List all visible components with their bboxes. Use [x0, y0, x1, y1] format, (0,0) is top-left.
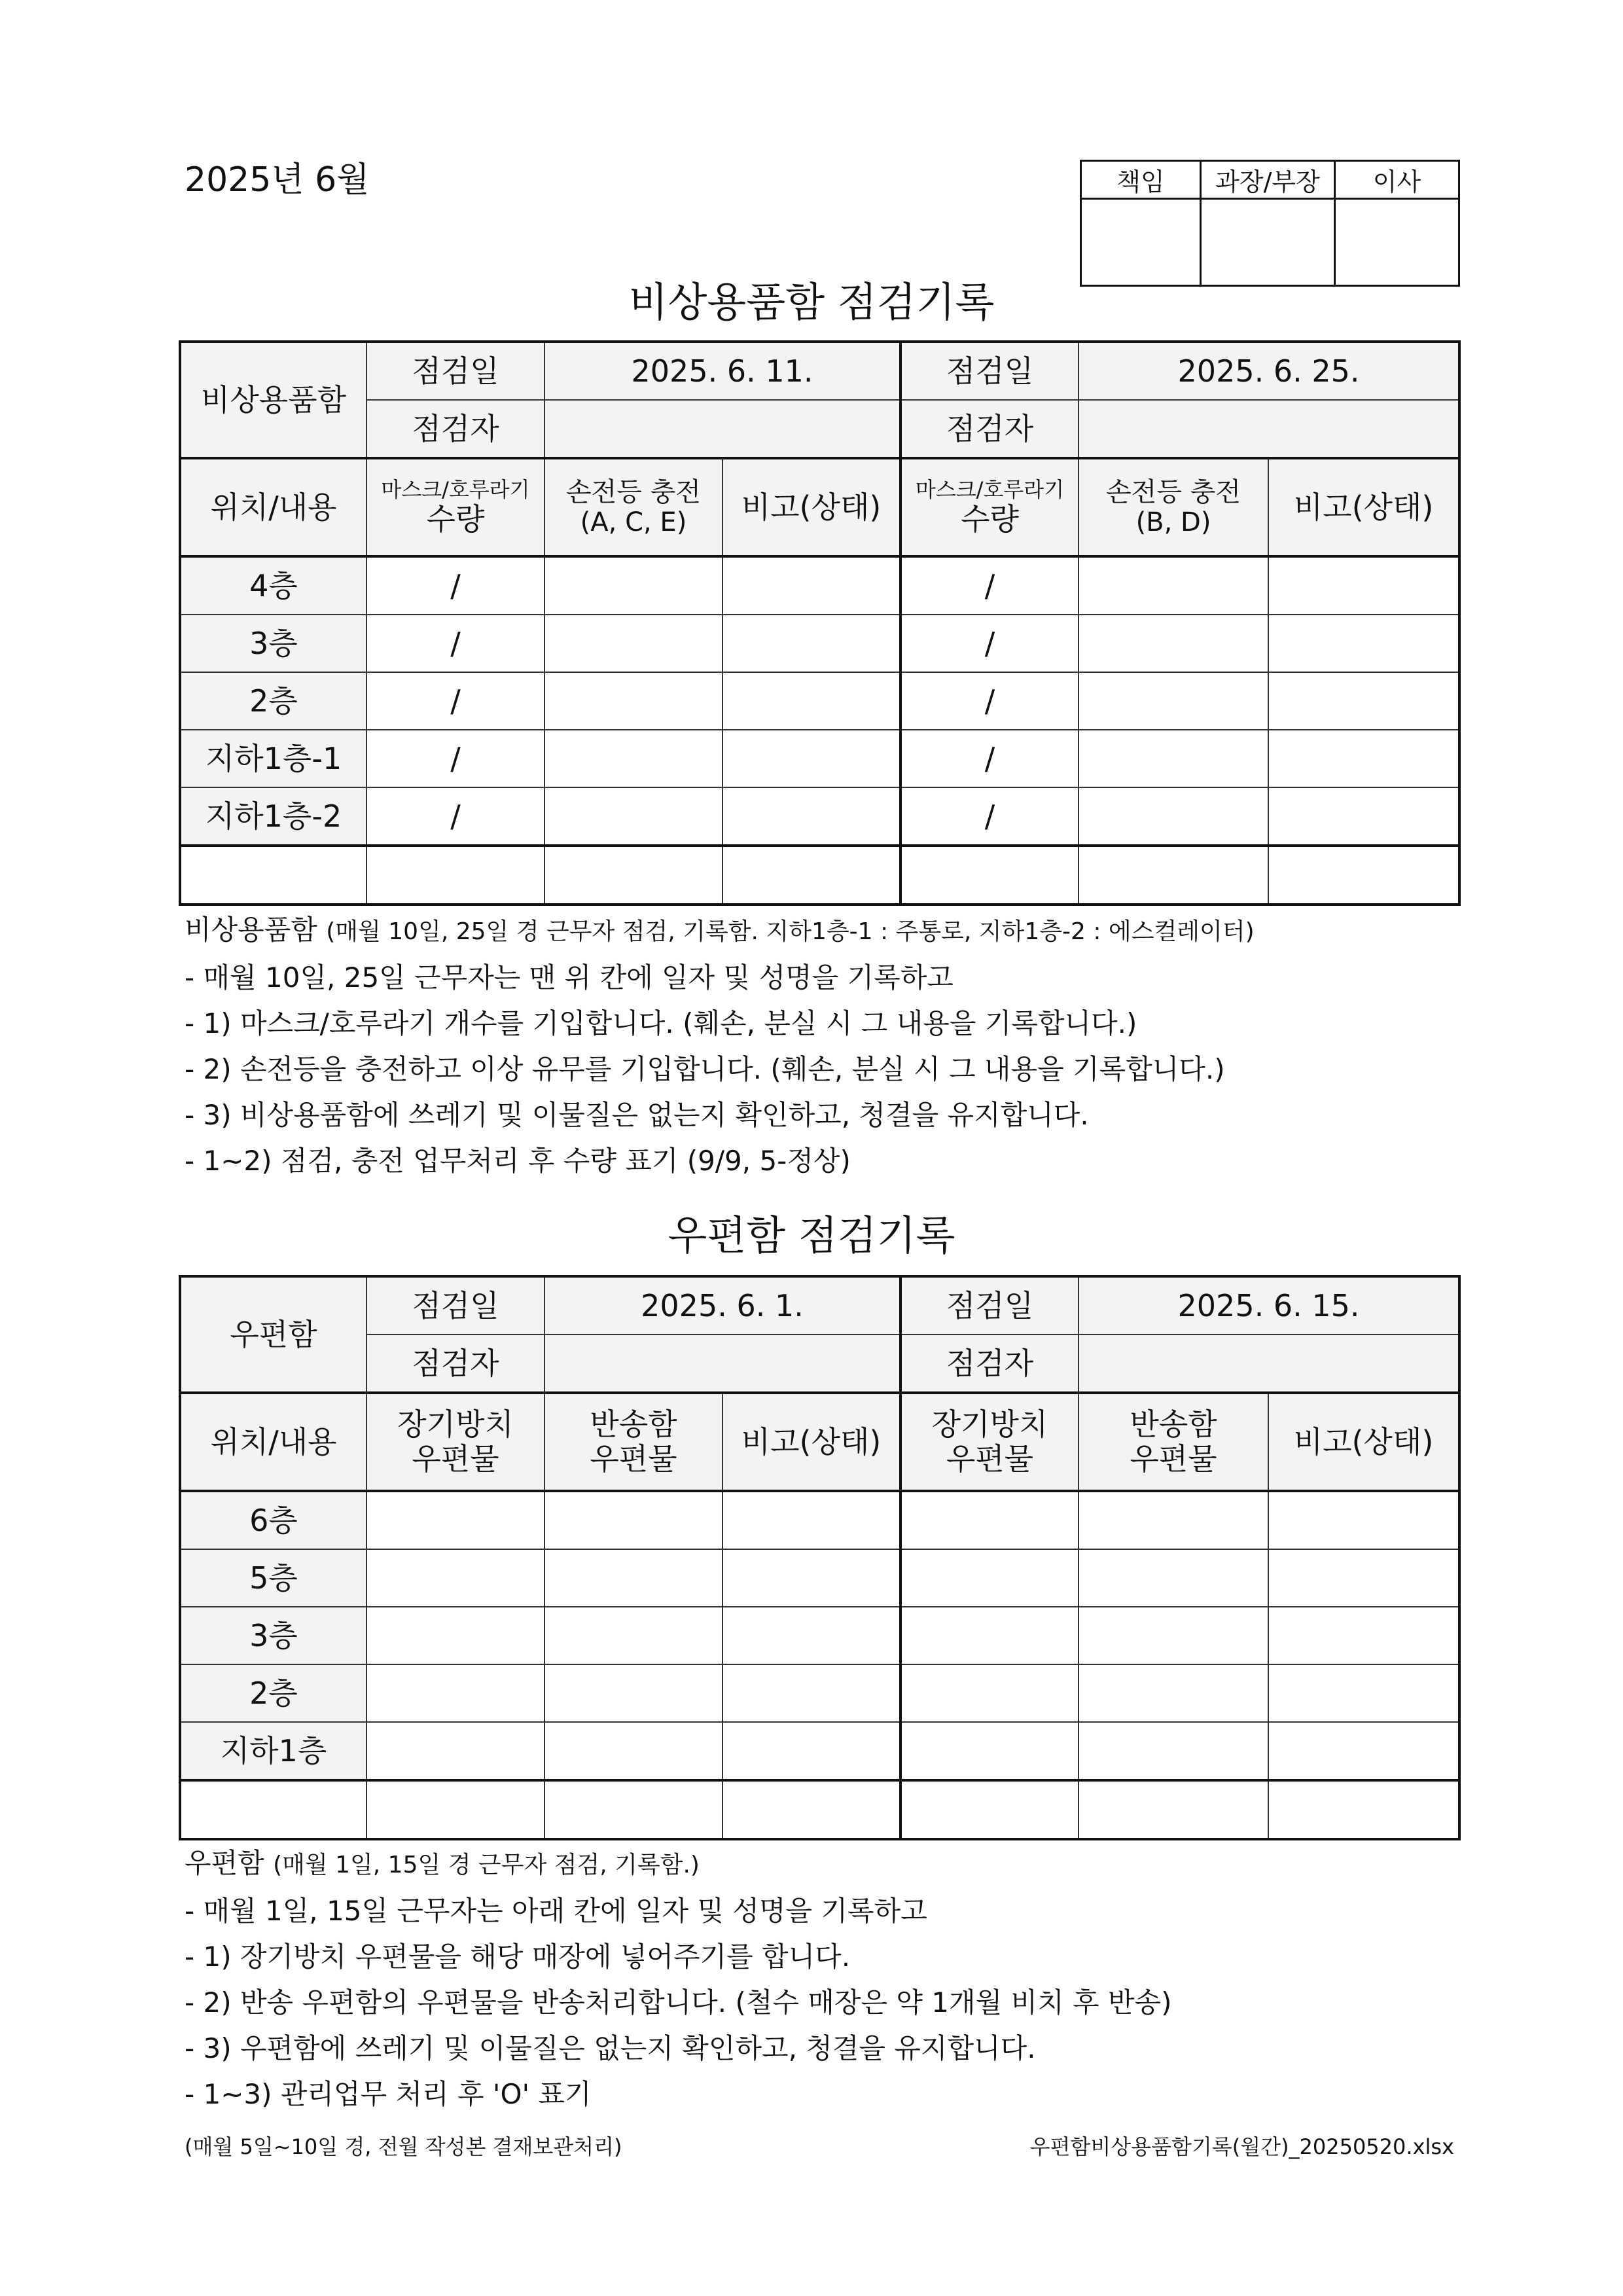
approval-header-director: 이사 — [1335, 161, 1459, 199]
blank-cell[interactable] — [901, 846, 1079, 905]
return-box-label: 반송함 — [590, 1407, 677, 1443]
qty-cell[interactable]: / — [901, 730, 1079, 787]
remark-cell[interactable] — [1268, 1491, 1459, 1549]
mailbox-title: 우편함 점검기록 — [668, 1211, 955, 1259]
mailbox-date-1[interactable]: 2025. 6. 1. — [544, 1276, 901, 1335]
qty-cell[interactable]: / — [366, 787, 544, 846]
remark-cell[interactable] — [1268, 1607, 1459, 1664]
remark-cell[interactable] — [1268, 730, 1459, 787]
abandoned-cell[interactable] — [901, 1722, 1079, 1780]
blank-cell[interactable] — [544, 846, 722, 905]
blank-cell[interactable] — [722, 846, 901, 905]
mailbox-location-label: 위치/내용 — [180, 1393, 366, 1491]
table-row — [180, 787, 1459, 846]
mailbox-note-line: - 1) 장기방치 우편물을 해당 매장에 넣어주기를 합니다. — [185, 1941, 851, 1973]
flashlight-cell[interactable] — [1079, 556, 1268, 615]
floor-label: 지하1층 — [180, 1722, 366, 1780]
emergency-note-line: - 3) 비상용품함에 쓰레기 및 이물질은 없는지 확인하고, 청결을 유지합니다. — [185, 1099, 1089, 1131]
quantity-label: 수량 — [426, 501, 485, 537]
blank-cell[interactable] — [180, 1780, 366, 1839]
emergency-note-line: - 1) 마스크/호루라기 개수를 기입합니다. (훼손, 분실 시 그 내용을 기록합니다.) — [185, 1007, 1137, 1039]
emergency-location-label: 위치/내용 — [180, 458, 366, 556]
mail-label: 우편물 — [946, 1441, 1034, 1477]
mailbox-check-date-label-2: 점검일 — [901, 1276, 1079, 1335]
footer-left: (매월 5일~10일 경, 전월 작성본 결재보관처리) — [185, 2134, 622, 2159]
remark-cell[interactable] — [1268, 1722, 1459, 1780]
flashlight-cell[interactable] — [1079, 672, 1268, 730]
blank-cell[interactable] — [1268, 846, 1459, 905]
flashlight-cell[interactable] — [544, 556, 722, 615]
mailbox-box-label: 우편함 — [180, 1276, 366, 1393]
return-cell[interactable] — [544, 1607, 722, 1664]
month-label: 2025년 6월 — [185, 160, 370, 200]
return-cell[interactable] — [544, 1549, 722, 1607]
qty-cell[interactable]: / — [901, 615, 1079, 672]
blank-cell[interactable] — [901, 1780, 1079, 1839]
floor-label: 3층 — [180, 615, 366, 672]
blank-cell[interactable] — [1079, 846, 1268, 905]
qty-cell[interactable]: / — [366, 556, 544, 615]
mailbox-date-2[interactable]: 2025. 6. 15. — [1079, 1276, 1459, 1335]
emergency-col-mask-2 — [901, 458, 1079, 556]
emergency-date-1[interactable]: 2025. 6. 11. — [544, 342, 901, 400]
emergency-inspector-2[interactable] — [1079, 400, 1459, 458]
footer-filename: 우편함비상용품함기록(월간)_20250520.xlsx — [1029, 2134, 1454, 2159]
blank-cell[interactable] — [722, 1780, 901, 1839]
table-row — [180, 615, 1459, 672]
return-box-label: 반송함 — [1130, 1407, 1217, 1443]
qty-cell[interactable]: / — [366, 672, 544, 730]
floor-label: 지하1층-1 — [180, 730, 366, 787]
table-row — [180, 1491, 1459, 1549]
qty-cell[interactable]: / — [901, 672, 1079, 730]
blank-cell[interactable] — [366, 1780, 544, 1839]
remark-cell[interactable] — [1268, 787, 1459, 846]
table-row — [180, 1549, 1459, 1607]
table-row-blank — [180, 846, 1459, 905]
table-row — [180, 730, 1459, 787]
flashlight-label: 손전등 충전 — [566, 477, 701, 507]
flashlight-cell[interactable] — [544, 730, 722, 787]
flashlight-group: (B, D) — [1135, 507, 1211, 537]
emergency-table — [179, 340, 1461, 906]
mailbox-note-line: - 3) 우편함에 쓰레기 및 이물질은 없는지 확인하고, 청결을 유지합니다. — [185, 2032, 1036, 2064]
remark-cell[interactable] — [722, 787, 901, 846]
abandoned-cell[interactable] — [366, 1549, 544, 1607]
abandoned-cell[interactable] — [901, 1491, 1079, 1549]
abandoned-cell[interactable] — [901, 1549, 1079, 1607]
table-row — [180, 556, 1459, 615]
abandoned-label: 장기방치 — [931, 1407, 1048, 1443]
approval-box — [1080, 160, 1460, 287]
remark-cell[interactable] — [722, 1491, 901, 1549]
mail-label: 우편물 — [412, 1441, 499, 1477]
mailbox-notes — [185, 1840, 1171, 2117]
return-cell[interactable] — [1079, 1664, 1268, 1722]
abandoned-cell[interactable] — [901, 1607, 1079, 1664]
flashlight-cell[interactable] — [544, 615, 722, 672]
flashlight-label: 손전등 충전 — [1106, 477, 1241, 507]
mailbox-inspector-1[interactable] — [544, 1335, 901, 1393]
mask-label: 마스크/호루라기 — [915, 477, 1065, 503]
mailbox-note-head — [185, 1840, 1171, 1888]
flashlight-cell[interactable] — [1079, 730, 1268, 787]
return-cell[interactable] — [544, 1722, 722, 1780]
remark-cell[interactable] — [1268, 615, 1459, 672]
mask-label: 마스크/호루라기 — [381, 477, 530, 503]
emergency-col-remark-1: 비고(상태) — [722, 458, 901, 556]
floor-label: 4층 — [180, 556, 366, 615]
remark-cell[interactable] — [722, 730, 901, 787]
blank-cell[interactable] — [180, 846, 366, 905]
abandoned-cell[interactable] — [366, 1491, 544, 1549]
quantity-label: 수량 — [961, 501, 1019, 537]
flashlight-cell[interactable] — [1079, 615, 1268, 672]
remark-cell[interactable] — [722, 1549, 901, 1607]
flashlight-cell[interactable] — [1079, 787, 1268, 846]
remark-cell[interactable] — [1268, 556, 1459, 615]
emergency-inspector-label-2: 점검자 — [901, 400, 1079, 458]
return-cell[interactable] — [544, 1491, 722, 1549]
approval-header-responsible: 책임 — [1081, 161, 1201, 199]
mailbox-table — [179, 1275, 1461, 1840]
emergency-note-head — [185, 907, 1255, 955]
abandoned-cell[interactable] — [366, 1664, 544, 1722]
floor-label: 5층 — [180, 1549, 366, 1607]
mailbox-note-line: - 1~3) 관리업무 처리 후 'O' 표기 — [185, 2078, 592, 2110]
qty-cell[interactable]: / — [366, 615, 544, 672]
emergency-note-title: 비상용품함 — [185, 914, 317, 946]
blank-cell[interactable] — [1268, 1780, 1459, 1839]
emergency-note-line: - 1~2) 점검, 충전 업무처리 후 수량 표기 (9/9, 5-정상) — [185, 1145, 851, 1177]
emergency-notes — [185, 907, 1255, 1184]
floor-label: 2층 — [180, 672, 366, 730]
abandoned-cell[interactable] — [366, 1722, 544, 1780]
return-cell[interactable] — [1079, 1722, 1268, 1780]
floor-label: 2층 — [180, 1664, 366, 1722]
mailbox-note-line: - 매월 1일, 15일 근무자는 아래 칸에 일자 및 성명을 기록하고 — [185, 1895, 927, 1927]
blank-cell[interactable] — [366, 846, 544, 905]
mailbox-col-remark-1: 비고(상태) — [722, 1393, 901, 1491]
remark-cell[interactable] — [722, 1607, 901, 1664]
emergency-col-flashlight-1 — [544, 458, 722, 556]
abandoned-cell[interactable] — [366, 1607, 544, 1664]
remark-cell[interactable] — [722, 556, 901, 615]
mailbox-note-line: - 2) 반송 우편함의 우편물을 반송처리합니다. (철수 매장은 약 1개월 비치 후 반송) — [185, 1986, 1172, 2018]
emergency-title: 비상용품함 점검기록 — [628, 278, 995, 326]
remark-cell[interactable] — [1268, 672, 1459, 730]
floor-label: 3층 — [180, 1607, 366, 1664]
qty-cell[interactable]: / — [366, 730, 544, 787]
remark-cell[interactable] — [722, 1664, 901, 1722]
mailbox-inspector-label-2: 점검자 — [901, 1335, 1079, 1393]
remark-cell[interactable] — [722, 615, 901, 672]
table-row — [180, 672, 1459, 730]
emergency-inspector-1[interactable] — [544, 400, 901, 458]
mailbox-note-title: 우편함 — [185, 1847, 264, 1879]
mail-label: 우편물 — [1130, 1441, 1217, 1477]
mailbox-col-return-2 — [1079, 1393, 1268, 1491]
emergency-date-2[interactable]: 2025. 6. 25. — [1079, 342, 1459, 400]
emergency-col-mask-1 — [366, 458, 544, 556]
emergency-note-line: - 매월 10일, 25일 근무자는 맨 위 칸에 일자 및 성명을 기록하고 — [185, 961, 954, 994]
mailbox-check-date-label-1: 점검일 — [366, 1276, 544, 1335]
emergency-note-detail: (매월 10일, 25일 경 근무자 점검, 기록함. 지하1층-1 : 주통로, 지하1층-2 : 에스컬레이터) — [326, 918, 1255, 945]
qty-cell[interactable]: / — [901, 556, 1079, 615]
emergency-check-date-label-2: 점검일 — [901, 342, 1079, 400]
remark-cell[interactable] — [1268, 1549, 1459, 1607]
flashlight-cell[interactable] — [544, 787, 722, 846]
flashlight-group: (A, C, E) — [580, 507, 687, 537]
emergency-box-label: 비상용품함 — [180, 342, 366, 458]
abandoned-cell[interactable] — [901, 1664, 1079, 1722]
blank-cell[interactable] — [1079, 1780, 1268, 1839]
mailbox-col-return-1 — [544, 1393, 722, 1491]
mailbox-col-remark-2: 비고(상태) — [1268, 1393, 1459, 1491]
emergency-inspector-label-1: 점검자 — [366, 400, 544, 458]
return-cell[interactable] — [544, 1664, 722, 1722]
mail-label: 우편물 — [590, 1441, 677, 1477]
mailbox-inspector-2[interactable] — [1079, 1335, 1459, 1393]
blank-cell[interactable] — [544, 1780, 722, 1839]
floor-label: 6층 — [180, 1491, 366, 1549]
remark-cell[interactable] — [1268, 1664, 1459, 1722]
emergency-note-line: - 2) 손전등을 충전하고 이상 유무를 기입합니다. (훼손, 분실 시 그 내용을 기록합니다.) — [185, 1053, 1225, 1085]
approval-header-manager: 과장/부장 — [1201, 161, 1335, 199]
table-row — [180, 1722, 1459, 1780]
mailbox-inspector-label-1: 점검자 — [366, 1335, 544, 1393]
table-row — [180, 1664, 1459, 1722]
emergency-check-date-label-1: 점검일 — [366, 342, 544, 400]
return-cell[interactable] — [1079, 1491, 1268, 1549]
remark-cell[interactable] — [722, 1722, 901, 1780]
table-row — [180, 1607, 1459, 1664]
remark-cell[interactable] — [722, 672, 901, 730]
return-cell[interactable] — [1079, 1549, 1268, 1607]
flashlight-cell[interactable] — [544, 672, 722, 730]
mailbox-col-abandoned-1 — [366, 1393, 544, 1491]
mailbox-note-detail: (매월 1일, 15일 경 근무자 점검, 기록함.) — [273, 1852, 700, 1878]
emergency-col-remark-2: 비고(상태) — [1268, 458, 1459, 556]
abandoned-label: 장기방치 — [397, 1407, 514, 1443]
return-cell[interactable] — [1079, 1607, 1268, 1664]
table-row-blank — [180, 1780, 1459, 1839]
floor-label: 지하1층-2 — [180, 787, 366, 846]
mailbox-col-abandoned-2 — [901, 1393, 1079, 1491]
qty-cell[interactable]: / — [901, 787, 1079, 846]
emergency-col-flashlight-2 — [1079, 458, 1268, 556]
